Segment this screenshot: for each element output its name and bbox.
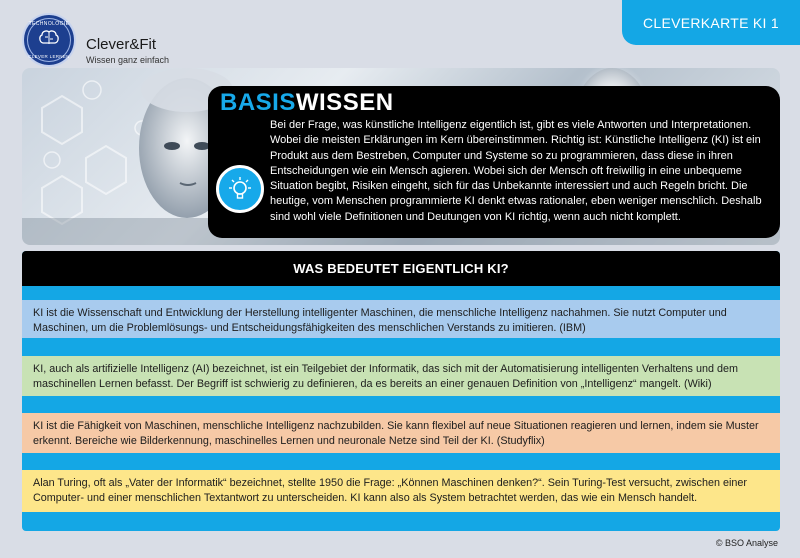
basiswissen-text: Bei der Frage, was künstliche Intelligenz eigentlich ist, gibt es viele Antworten und Interpretationen. Wobei die meisten Erklärungen im Kern übereinstimmen. Richtig ist: Künstliche Intelligenz (KI) ist ein Produkt aus dem Bestreben, Computer und Systeme so zu programmieren, dass diese in ihren Entscheidungen wie ein Mensch agieren. Wobei sich der Mensch oft freiwillig in eine unbequeme Situation begibt, Risiken eingeht, sich für das Unbekannte interessiert und auch Regeln bricht. Die heutige, vom Menschen programmierte KI denkt etwas rationaler, eben weniger menschlich. Deshalb sind wohl viele Definitionen und Deutungen von KI richtig, wenn auch nicht komplett. <box>270 119 762 223</box>
brand <box>86 36 169 65</box>
definition-studyflix: KI ist die Fähigkeit von Maschinen, menschliche Intelligenz nachzubilden. Sie kann flexibel auf neue Situationen reagieren und lernen, indem sie Muster erkennt. Bereiche wie Bilderkennung, maschinelles Lernen und neuronale Netze sind Teil der KI. (Studyflix) <box>22 413 780 453</box>
definition-turing: Alan Turing, oft als „Vater der Informatik“ bezeichnet, stellte 1950 die Frage: „Können Maschinen denken?“. Sein Turing-Test versucht, zwischen einer Computer- und einer menschlichen Textantwort zu unterscheiden. KI kann also als System betrachtet werden, das wie ein Mensch handelt. <box>22 470 780 512</box>
card-label-tab: CLEVERKARTE KI 1 <box>622 0 800 45</box>
lightbulb-icon <box>216 165 264 213</box>
brand-tagline: Wissen ganz einfach <box>86 55 170 65</box>
definitions-panel <box>22 251 780 531</box>
basiswissen-box <box>208 86 780 238</box>
basiswissen-title <box>220 89 394 117</box>
definition-ibm: KI ist die Wissenschaft und Entwicklung der Herstellung intelligenter Maschinen, die menschliche Intelligenz nachahmen. Sie nutzt Computer und Maschinen, um die Problemlösungs- und Entscheidungsfähigkeiten des menschlichen Verstands zu imitieren. (IBM) <box>22 300 780 338</box>
definitions-heading: WAS BEDEUTET EIGENTLICH KI? <box>22 251 780 286</box>
definition-wiki: KI, auch als artifizielle Intelligenz (AI) bezeichnet, ist ein Teilgebiet der Informatik, das sich mit der Automatisierung intelligenten Verhaltens und dem maschinellen Lernen befasst. Der Begriff ist schwierig zu definieren, da es bereits an einer genauen Definition von „Intelligenz“ mangelt. (Wiki) <box>22 356 780 396</box>
brand-name: Clever&Fit <box>86 36 157 53</box>
copyright: © BSO Analyse <box>715 538 778 548</box>
title-part-basis: BASIS <box>220 89 296 116</box>
title-part-wissen: WISSEN <box>295 89 394 116</box>
logo-ring-bottom-text: CLEVER LERNEN <box>28 54 70 59</box>
logo-ring-top-text: TECHNOLOGIE <box>28 21 70 27</box>
brain-icon <box>38 29 60 51</box>
logo <box>22 13 76 67</box>
